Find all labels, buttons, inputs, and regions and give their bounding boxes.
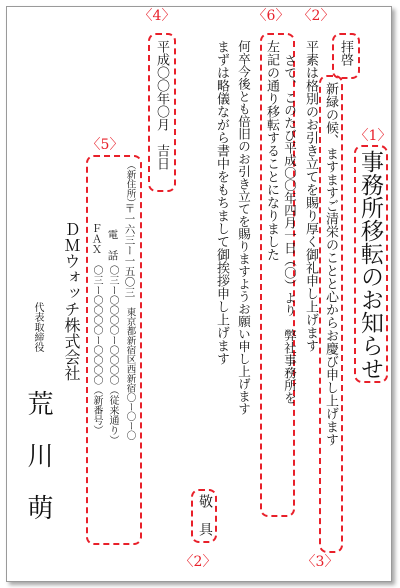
marker-6: 〈6〉: [252, 8, 290, 24]
fax-number: 〇三ー〇〇〇〇ー〇〇〇〇（新番号）: [91, 265, 102, 435]
fax-label: ＦＡＸ: [90, 223, 103, 255]
marker-5: 〈5〉: [86, 137, 124, 153]
body-line-5: 何卒今後とも倍旧のお引き立てを賜りますようお願い申し上げます: [236, 40, 252, 415]
body-line-6: まずは略儀ながら書中をもちまして御挨拶申し上げます: [214, 40, 229, 365]
marker-2-bottom: 〈2〉: [179, 554, 217, 570]
address-postal: 〒一六三ー一五〇三: [123, 203, 136, 298]
body-line-2: 平素は格別のお引き立てを賜り厚く御礼申し上げます: [303, 40, 318, 352]
tel-label: 電 話: [106, 229, 119, 261]
marker-2-top: 〈2〉: [297, 8, 335, 24]
marker-1: 〈1〉: [354, 128, 392, 144]
greeting-line: 新緑の候、ますますご清栄のことと心からお慶び申し上げます: [323, 82, 338, 446]
marker-3: 〈3〉: [301, 554, 339, 570]
body-line-3: さて、このたび平成〇〇年四月一日（〇）より 弊社事務所を: [282, 54, 298, 404]
body-line-4: 左記の通り移転することになりました: [264, 40, 279, 261]
rep-title: 代表取締役: [32, 302, 43, 352]
haikei-word: 拝啓: [338, 40, 353, 66]
notice-title: 事務所移転のお知らせ: [357, 150, 383, 380]
date-line: 平成〇〇年〇月 吉日: [154, 40, 169, 170]
marker-4: 〈4〉: [138, 8, 176, 24]
company-name: ＤＭウォッチ株式会社: [62, 221, 81, 381]
address-label: （新住所）: [124, 160, 136, 208]
letter-page: [6, 6, 392, 582]
address-street: 東京都新宿区西新宿〇ー〇ー〇: [124, 307, 136, 440]
tel-number: 〇三ー〇〇〇〇ー〇〇〇〇（従来通り）: [107, 265, 118, 445]
keigu-word: 敬 具: [197, 494, 213, 536]
rep-name: 荒 川 萌: [23, 390, 53, 520]
